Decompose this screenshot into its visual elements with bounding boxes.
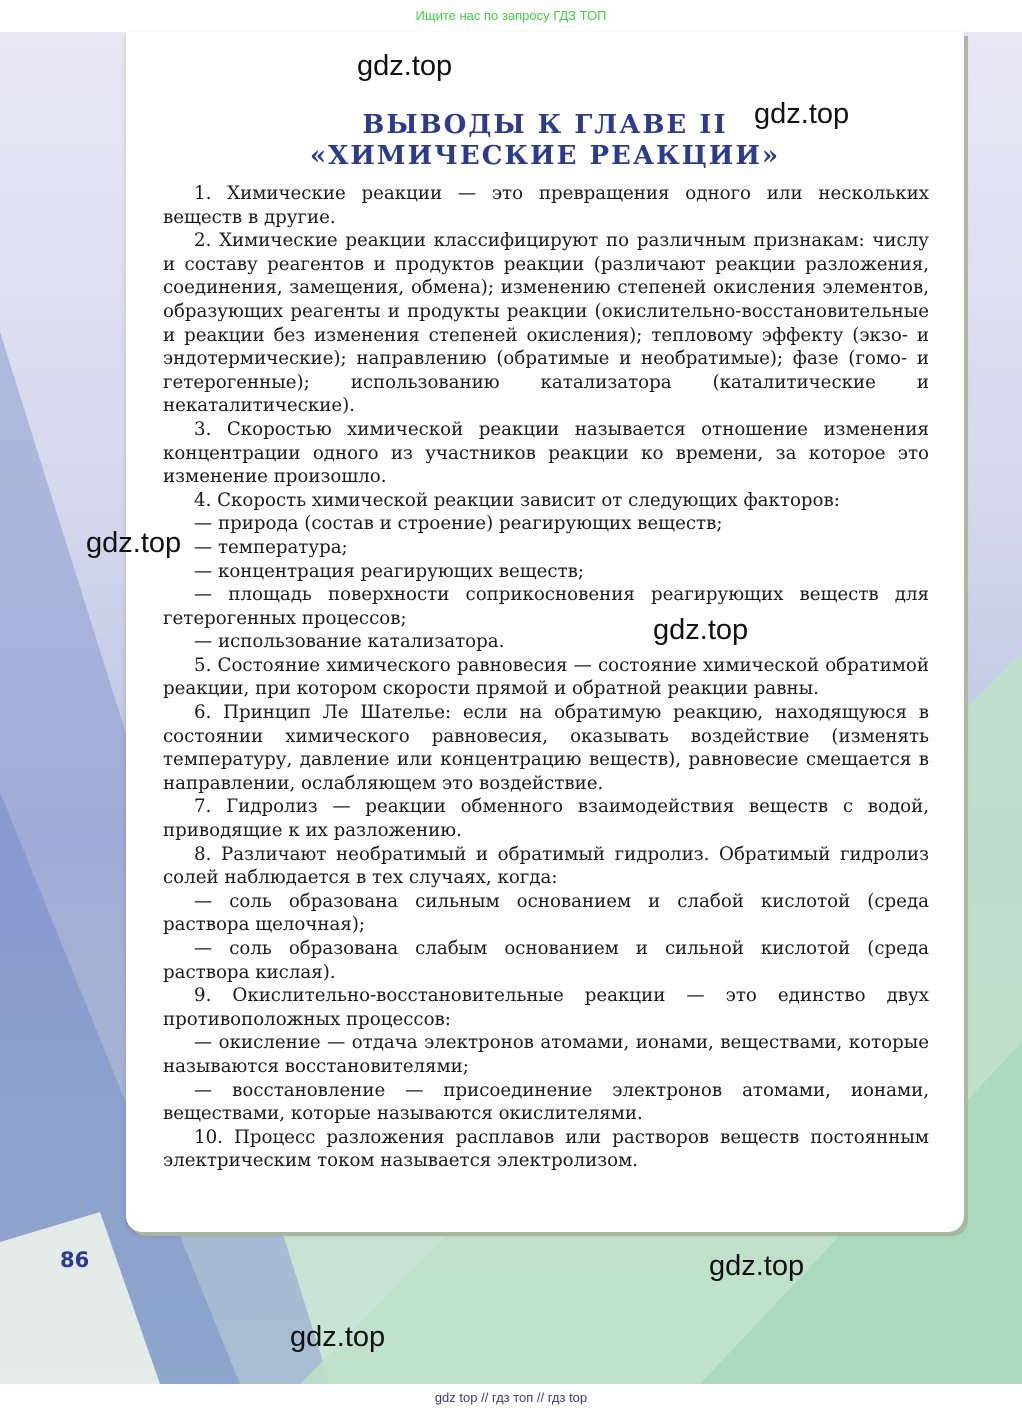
paragraph-5: 5. Состояние химического равновесия — состояние химической обратимой реакции, при котором скорости прямой и обратной реакции равны. [163,654,929,700]
chapter-subheading: «ХИМИЧЕСКИЕ РЕАКЦИИ» [309,141,781,171]
factor-item: — площадь поверхности соприкосновения реагирующих веществ для гетерогенных процессов; [163,584,929,629]
redox-item: — окисление — отдача электронов атомами, ионами, веществами, которые называются восстановителями; [163,1032,929,1077]
paragraph-3: 3. Скоростью химической реакции называется отношение изменения концентрации одного из участников реакции ко времени, за которое это изменение произошло. [163,418,929,488]
paragraph-8: 8. Различают необратимый и обратимый гидролиз. Обратимый гидролиз солей наблюдается в тех случаях, когда: [163,843,929,889]
summary-text [163,182,929,1173]
chapter-heading: ВЫВОДЫ К ГЛАВЕ II [362,110,728,140]
watermark: gdz.top [709,1250,805,1282]
paragraph-6: 6. Принцип Ле Шателье: если на обратимую реакцию, находящуюся в состоянии химического равновесия, оказывать воздействие (изменять температуру, давление или концентрацию веществ), равновесие смещается в направлении, ослабляющем это воздействие. [163,702,929,794]
paragraph-7: 7. Гидролиз — реакции обменного взаимодействия веществ с водой, приводящие к их разложению. [163,796,929,842]
hydrolysis-item: — соль образована слабым основанием и сильной кислотой (среда раствора кислая). [163,938,929,983]
watermark: gdz.top [357,50,453,82]
paragraph-1: 1. Химические реакции — это превращения одного или нескольких веществ в другие. [163,183,929,228]
paragraph-2: 2. Химические реакции классифицируют по различным признакам: числу и составу реагентов и продуктов реакции (различают реакции разложения, соединения, замещения, обмена); изменению степеней окисления элементов, образующих реагенты и продукты реакции (окислительно-восстановительные и реакции без изменения степеней окисления); тепловому эффекту (экзо- и эндотермические); направлению (обратимые и необратимые); фазе (гомо- и гетерогенные); использованию катализатора (каталитические и некаталитические). [163,230,929,417]
factor-item: — природа (состав и строение) реагирующих веществ; [194,513,723,535]
watermark: gdz.top [653,614,749,646]
factor-item: — концентрация реагирующих веществ; [194,560,585,582]
watermark: gdz.top [86,527,182,559]
paragraph-10: 10. Процесс разложения расплавов или растворов веществ постоянным электрическим током называется электролизом. [163,1126,929,1172]
bottom-bar: gdz top // гдз топ // гдз top [0,1384,1022,1416]
redox-item: — восстановление — присоединение электронов атомами, ионами, веществами, которые называются окислителями. [163,1079,929,1125]
page-number: 86 [60,1248,90,1272]
top-banner: Ищите нас по запросу ГДЗ ТОП [0,0,1022,32]
factor-item: — температура; [194,536,348,558]
paragraph-9: 9. Окислительно-восстановительные реакции — это единство двух противоположных процессов: [163,985,929,1030]
watermark: gdz.top [754,98,850,130]
watermark: gdz.top [290,1321,386,1353]
factor-item: — использование катализатора. [194,631,505,653]
paragraph-4: 4. Скорость химической реакции зависит от следующих факторов: [194,489,840,511]
hydrolysis-item: — соль образована сильным основанием и слабой кислотой (среда раствора щелочная); [163,890,929,936]
